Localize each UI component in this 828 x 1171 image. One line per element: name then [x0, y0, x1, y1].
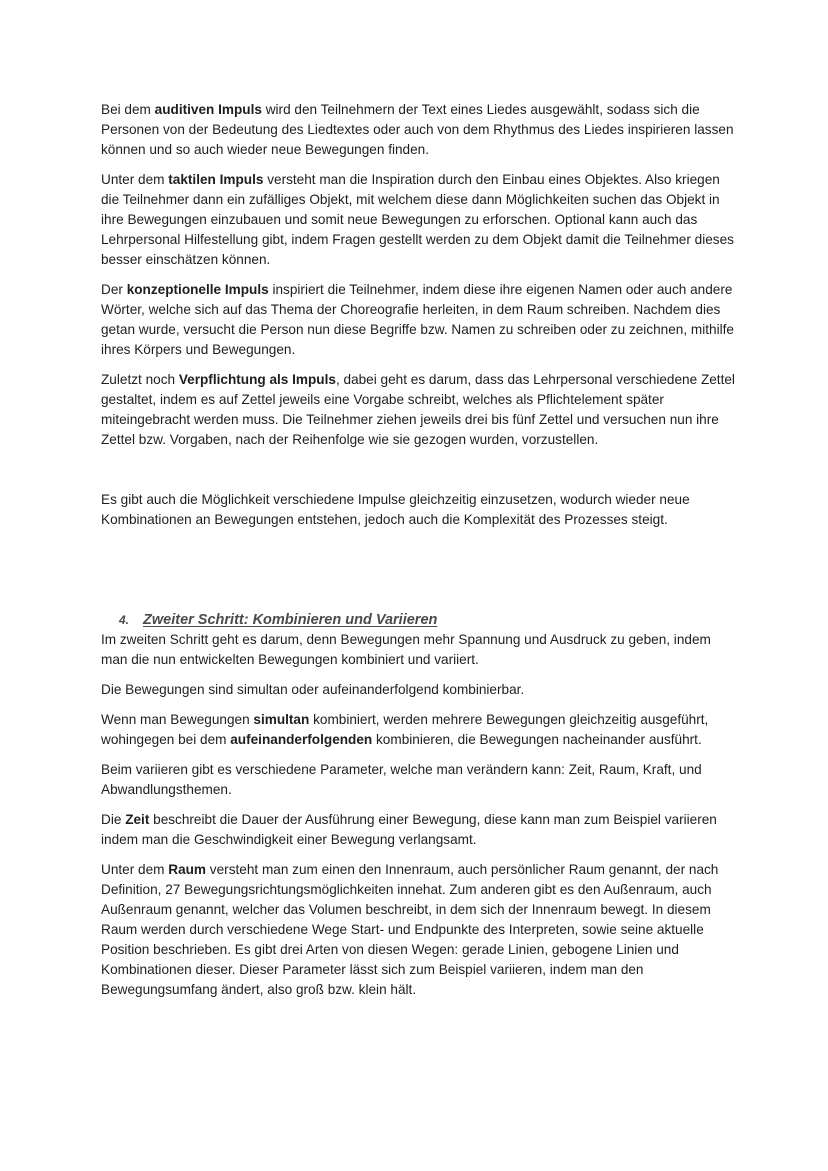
paragraph-kombinierbar: Die Bewegungen sind simultan oder aufeinanderfolgend kombinierbar.: [101, 682, 525, 697]
section-title: Zweiter Schritt: Kombinieren und Variieren: [143, 612, 438, 628]
paragraph-auditiver-impuls: Bei dem auditiven Impuls wird den Teilnehmern der Text eines Liedes ausgewählt, sodass sich die Personen von der Bedeutung des Liedtextes oder auch von dem Rhythmus des Liedes inspirieren lassen können und so auch wieder neue Bewegungen finden.: [101, 102, 734, 157]
document-page: [101, 100, 741, 1010]
paragraph-simultan: Wenn man Bewegungen simultan kombiniert, werden mehrere Bewegungen gleichzeitig ausgeführt, wohingegen bei dem aufeinanderfolgenden kombinieren, die Bewegungen nacheinander ausführt.: [101, 712, 709, 747]
term-zeit: Zeit: [125, 812, 150, 827]
paragraph-zweiter-schritt: Im zweiten Schritt geht es darum, denn Bewegungen mehr Spannung und Ausdruck zu geben, indem man die nun entwickelten Bewegungen kombiniert und variiert.: [101, 632, 711, 667]
paragraph-taktiler-impuls: Unter dem taktilen Impuls versteht man die Inspiration durch den Einbau eines Objektes. Also kriegen die Teilnehmer dann ein zufälliges Objekt, mit welchem diese dann Möglichkeiten suchen das Objekt in ihre Bewegungen einzubauen und somit neue Bewegungen zu erforschen. Optional kann auch das Lehrpersonal Hilfestellung gibt, indem Fragen gestellt werden zu dem Objekt damit die Teilnehmer dieses besser einschätzen können.: [101, 172, 734, 267]
section-heading: [101, 610, 741, 630]
term-aufeinanderfolgenden: aufeinanderfolgenden: [230, 732, 373, 747]
term-auditiver-impuls: auditiven Impuls: [154, 102, 262, 117]
spacer: [101, 460, 741, 490]
spacer: [101, 540, 741, 610]
paragraph-raum: Unter dem Raum versteht man zum einen den Innenraum, auch persönlicher Raum genannt, der nach Definition, 27 Bewegungsrichtungsmöglichkeiten innehat. Zum anderen gibt es den Außenraum, auch Außenraum genannt, welcher das Volumen beschreibt, in dem sich der Innenraum bewegt. In diesem Raum werden durch verschiedene Wege Start- und Endpunkte des Interpreten, sowie seine aktuelle Position beschrieben. Es gibt drei Arten von diesen Wegen: gerade Linien, gebogene Linien und Kombinationen dieser. Dieser Parameter lässt sich zum Beispiel variieren, indem man den Bewegungsumfang ändert, also groß bzw. klein hält.: [101, 862, 719, 997]
section-number: 4.: [119, 613, 130, 627]
term-konzeptioneller-impuls: konzeptionelle Impuls: [126, 282, 269, 297]
term-taktiler-impuls: taktilen Impuls: [168, 172, 264, 187]
paragraph-impulse-kombinieren: Es gibt auch die Möglichkeit verschiedene Impulse gleichzeitig einzusetzen, wodurch wieder neue Kombinationen an Bewegungen entstehen, jedoch auch die Komplexität des Prozesses steigt.: [101, 492, 690, 527]
paragraph-parameter: Beim variieren gibt es verschiedene Parameter, welche man verändern kann: Zeit, Raum, Kraft, und Abwandlungsthemen.: [101, 762, 702, 797]
paragraph-konzeptioneller-impuls: Der konzeptionelle Impuls inspiriert die Teilnehmer, indem diese ihre eigenen Namen oder auch andere Wörter, welche sich auf das Thema der Choreografie herleiten, in dem Raum schreiben. Nachdem dies getan wurde, versucht die Person nun diese Begriffe bzw. Namen zu schreiben oder zu zeichnen, mithilfe ihres Körpers und Bewegungen.: [101, 282, 734, 357]
paragraph-zeit: Die Zeit beschreibt die Dauer der Ausführung einer Bewegung, diese kann man zum Beispiel variieren indem man die Geschwindigkeit einer Bewegung verlangsamt.: [101, 812, 717, 847]
term-raum: Raum: [168, 862, 207, 877]
term-simultan: simultan: [253, 712, 310, 727]
paragraph-verpflichtung-impuls: Zuletzt noch Verpflichtung als Impuls, dabei geht es darum, dass das Lehrpersonal verschiedene Zettel gestaltet, indem es auf Zettel jeweils eine Vorgabe schreibt, welches als Pflichtelement später miteingebracht werden muss. Die Teilnehmer ziehen jeweils drei bis fünf Zettel und versuchen nun ihre Zettel bzw. Vorgaben, nach der Reihenfolge wie sie gezogen wurden, vorzustellen.: [101, 372, 735, 447]
term-verpflichtung-impuls: Verpflichtung als Impuls: [178, 372, 336, 387]
